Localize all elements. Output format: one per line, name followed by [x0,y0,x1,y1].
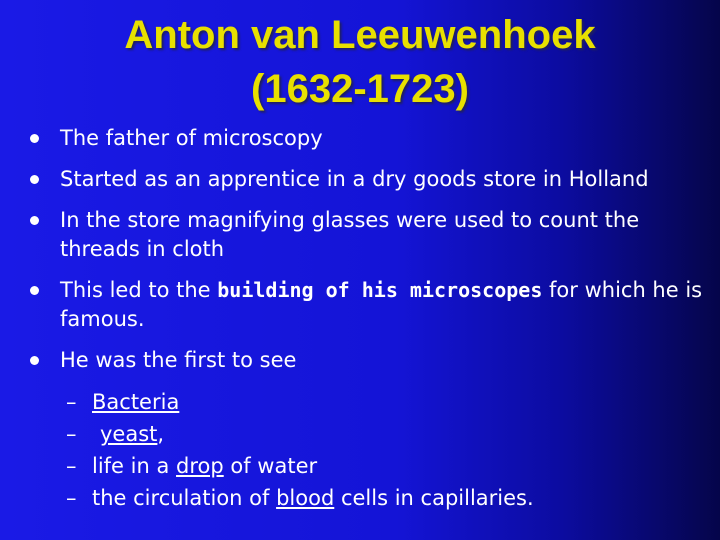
bullet-text-post: for which he is famous. [60,278,703,331]
sub-bullet-text-post: of water [223,454,318,478]
dash-icon: – [66,422,77,446]
title-line-1: Anton van Leeuwenhoek [124,13,596,57]
bullet-item [26,206,706,264]
sub-bullet-list [66,386,534,514]
bullet-dot-icon [30,286,39,295]
bullet-dot-icon [30,175,39,184]
sub-bullet-item [66,418,534,450]
sub-bullet-text-pre: life in a [92,454,177,478]
bullet-item [26,346,706,375]
bullet-text: In the store magnifying glasses were used to count the threads in cloth [60,208,640,261]
sub-bullet-text-underlined: blood [276,486,335,510]
sub-bullet-item [66,450,534,482]
bullet-text: The father of microscopy [60,126,323,150]
sub-bullet-item [66,386,534,418]
bullet-item [26,165,706,194]
sub-bullet-item [66,482,534,514]
dash-icon: – [66,486,77,510]
bullet-text-pre: This led to the [60,278,218,302]
bullet-dot-icon [30,134,39,143]
dash-icon: – [66,454,77,478]
bullet-item [26,124,706,153]
bullet-dot-icon [30,216,39,225]
bullet-text: Started as an apprentice in a dry goods store in Holland [60,167,649,191]
slide-title [60,8,660,116]
sub-bullet-text-pre: the circulation of [92,486,277,510]
sub-bullet-text-post: , [157,422,165,446]
sub-bullet-text: Bacteria [92,390,180,414]
dash-icon: – [66,390,77,414]
sub-bullet-text-underlined: drop [176,454,224,478]
bullet-text-bold: building of his microscopes [217,278,543,302]
bullet-text: He was the first to see [60,348,297,372]
bullet-list [26,124,706,387]
sub-bullet-text: yeast [100,422,158,446]
bullet-dot-icon [30,356,39,365]
title-line-2: (1632-1723) [251,67,469,111]
sub-bullet-text-post: cells in capillaries. [334,486,534,510]
bullet-item [26,276,706,334]
